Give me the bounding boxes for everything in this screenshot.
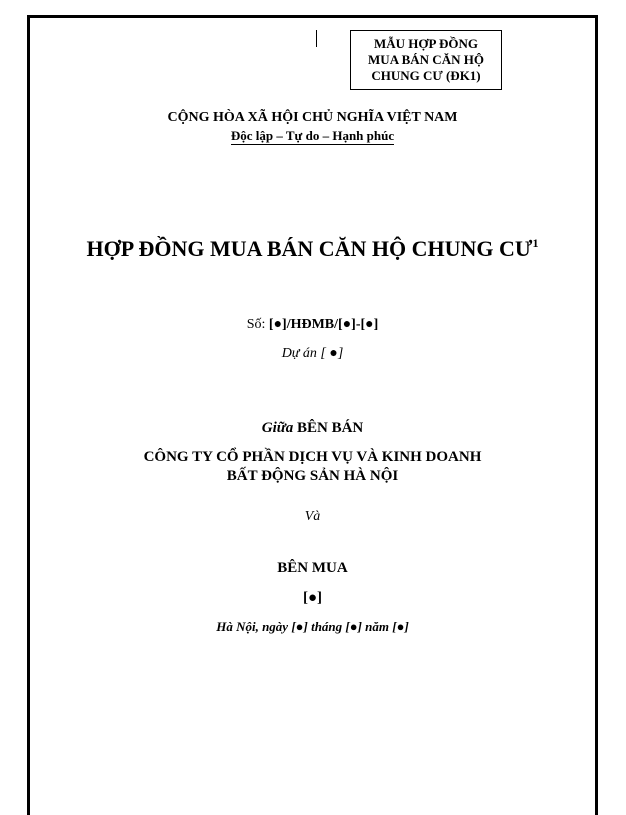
- place-and-date: Hà Nội, ngày [●] tháng [●] năm [●]: [216, 619, 409, 634]
- republic-heading: CỘNG HÒA XÃ HỘI CHỦ NGHĨA VIỆT NAM: [167, 110, 458, 125]
- form-label-line-1: MẪU HỢP ĐỒNG: [374, 36, 478, 51]
- seller-heading: [27, 418, 598, 438]
- contract-number-value: [●]/HĐMB/[●]-[●]: [268, 317, 379, 332]
- footnote-marker: 1: [532, 236, 539, 250]
- contract-number-label: Số:: [246, 317, 269, 332]
- motto-text: Độc lập – Tự do – Hạnh phúc: [230, 128, 395, 143]
- document-title-text: HỢP ĐỒNG MUA BÁN CĂN HỘ CHUNG CƯ: [86, 236, 533, 261]
- seller-name-line-1: CÔNG TY CỔ PHẦN DỊCH VỤ VÀ KINH DOANH: [143, 449, 482, 465]
- between-prefix: Giữa: [261, 420, 294, 436]
- text-cursor: [316, 30, 317, 47]
- seller-label: BÊN BÁN: [293, 420, 364, 436]
- contract-number: [27, 315, 598, 335]
- project-name: Dự án [ ●]: [281, 346, 344, 361]
- form-label-line-2: MUA BÁN CĂN HỘ: [368, 52, 484, 67]
- seller-name-line-2: BẤT ĐỘNG SẢN HÀ NỘI: [226, 468, 399, 484]
- and-connector: Và: [304, 509, 321, 524]
- document-title: [27, 228, 598, 264]
- form-label-line-3: CHUNG CƯ (ĐK1): [371, 68, 481, 83]
- form-label-box: [350, 30, 502, 90]
- buyer-placeholder: [●]: [302, 590, 323, 606]
- national-motto: [27, 128, 598, 144]
- seller-company-name: [27, 448, 598, 486]
- buyer-heading: BÊN MUA: [277, 560, 348, 576]
